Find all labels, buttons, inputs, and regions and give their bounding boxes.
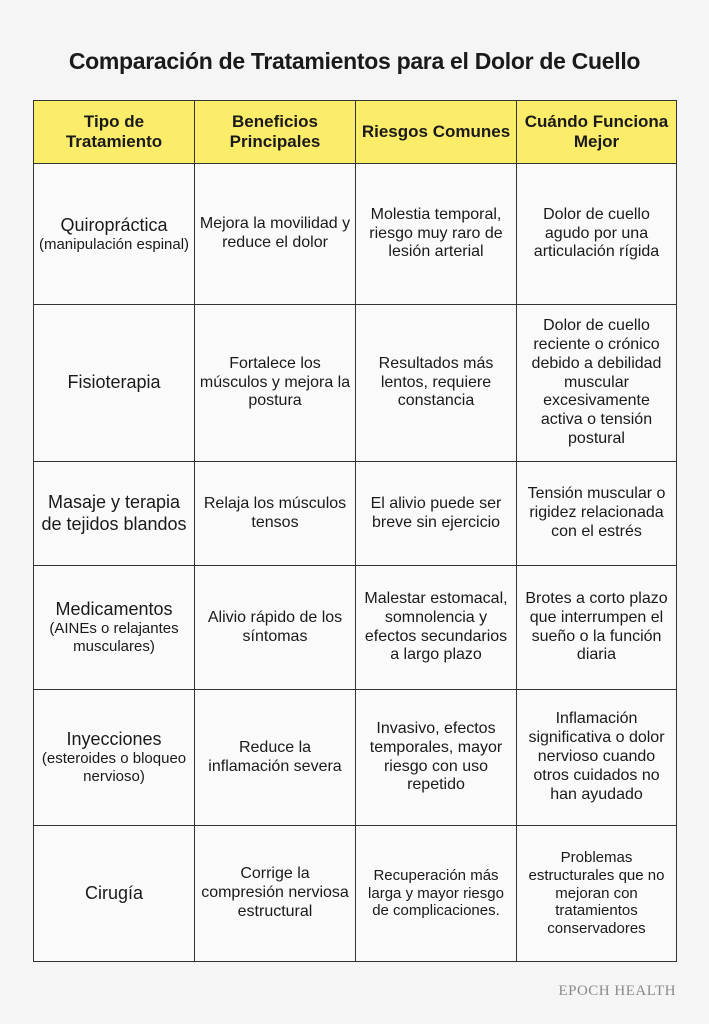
table-row (34, 305, 677, 462)
best-cell: Dolor de cuello reciente o crónico debido a debilidad muscular excesivamente activa o tensión postural (517, 305, 677, 462)
header-treatment-type: Tipo de Tratamiento (34, 101, 195, 164)
treatment-cell (34, 566, 195, 690)
benefits-cell: Mejora la movilidad y reduce el dolor (195, 164, 356, 305)
risks-cell: Invasivo, efectos temporales, mayor riesgo con uso repetido (356, 690, 517, 826)
best-cell: Dolor de cuello agudo por una articulación rígida (517, 164, 677, 305)
table-row (34, 566, 677, 690)
table-row (34, 826, 677, 962)
header-row (34, 101, 677, 164)
best-cell: Tensión muscular o rigidez relacionada con el estrés (517, 462, 677, 566)
treatment-name: Cirugía (84, 882, 144, 903)
brand-logo: EPOCH HEALTH (558, 983, 676, 999)
header-main-benefits: Beneficios Principales (195, 101, 356, 164)
page-title: Comparación de Tratamientos para el Dolor de Cuello (68, 48, 641, 74)
best-cell: Brotes a corto plazo que interrumpen el sueño o la función diaria (517, 566, 677, 690)
treatment-note: (esteroides o bloqueo nervioso) (41, 750, 187, 786)
risks-cell: Molestia temporal, riesgo muy raro de lesión arterial (356, 164, 517, 305)
risks-cell: Recuperación más larga y mayor riesgo de complicaciones. (356, 826, 517, 962)
treatment-note: (AINEs o relajantes musculares) (49, 620, 179, 656)
benefits-cell: Reduce la inflamación severa (195, 690, 356, 826)
treatment-cell (34, 826, 195, 962)
treatment-cell (34, 462, 195, 566)
treatment-name: Inyecciones (66, 729, 162, 750)
treatment-name: Masaje y terapia de tejidos blandos (41, 492, 187, 534)
risks-cell: Malestar estomacal, somnolencia y efectos secundarios a largo plazo (356, 566, 517, 690)
table-row (34, 690, 677, 826)
benefits-cell: Fortalece los músculos y mejora la postura (195, 305, 356, 462)
table-row (34, 164, 677, 305)
risks-cell: Resultados más lentos, requiere constancia (356, 305, 517, 462)
benefits-cell: Alivio rápido de los síntomas (195, 566, 356, 690)
risks-cell: El alivio puede ser breve sin ejercicio (356, 462, 517, 566)
benefits-cell: Relaja los músculos tensos (195, 462, 356, 566)
treatment-cell (34, 164, 195, 305)
best-cell: Inflamación significativa o dolor nervioso cuando otros cuidados no han ayudado (517, 690, 677, 826)
treatment-name: Medicamentos (55, 599, 173, 620)
header-when-works-best: Cuándo Funciona Mejor (517, 101, 677, 164)
treatment-cell (34, 305, 195, 462)
treatment-note: (manipulación espinal) (38, 235, 190, 253)
treatment-name: Quiropráctica (60, 214, 168, 235)
header-common-risks: Riesgos Comunes (356, 101, 517, 164)
benefits-cell: Corrige la compresión nerviosa estructural (195, 826, 356, 962)
treatment-name: Fisioterapia (67, 372, 161, 393)
treatment-cell (34, 690, 195, 826)
comparison-table (33, 100, 677, 962)
best-cell: Problemas estructurales que no mejoran con tratamientos conservadores (517, 826, 677, 962)
table-row (34, 462, 677, 566)
